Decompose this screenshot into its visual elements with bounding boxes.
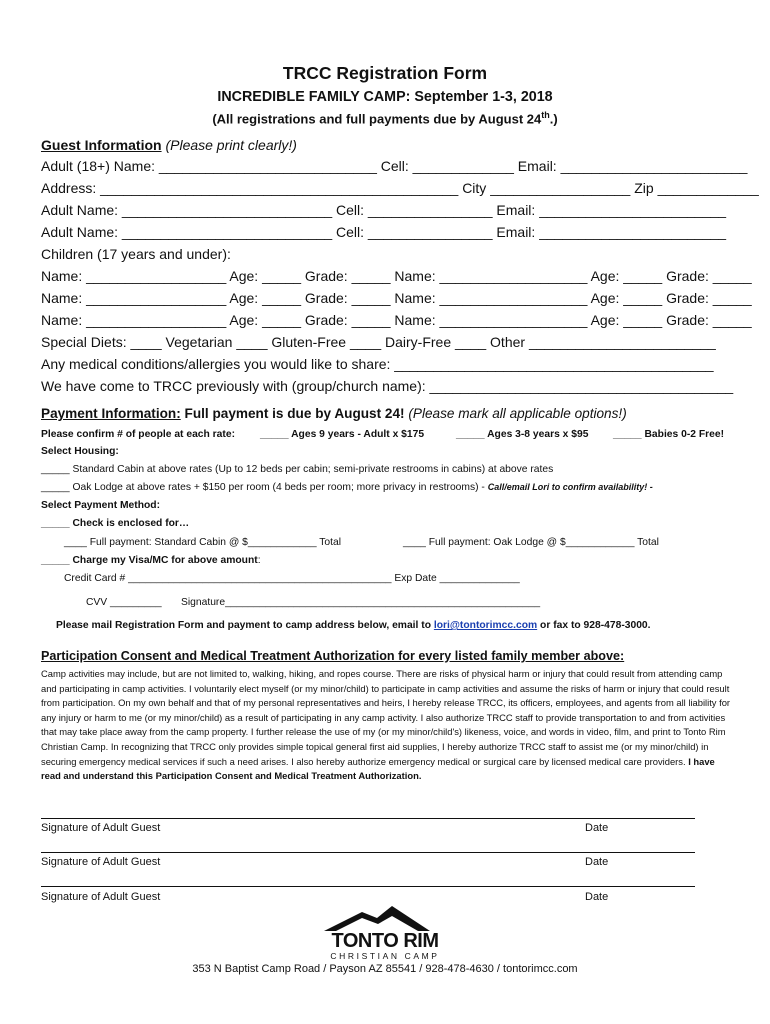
charge-card-option[interactable]: _____ Charge my Visa/MC for above amount: [41, 555, 261, 566]
form-title: TRCC Registration Form [282, 63, 488, 83]
date-label-3: Date [585, 891, 609, 903]
address-row[interactable]: Address: ______________________________________________ City __________________ Zip _____________ [41, 180, 759, 196]
deadline-note: (All registrations and full payments due by August 24th.) [212, 110, 558, 127]
children-label: Children (17 years and under): [41, 246, 231, 262]
rate-adult-field[interactable]: _____ Ages 9 years - Adult x $175 [260, 429, 425, 440]
cvv-field[interactable]: CVV _________ [86, 597, 162, 608]
signature-line-3[interactable] [41, 886, 695, 887]
signature-line-1[interactable] [41, 818, 695, 819]
payment-signature-field[interactable]: Signature_______________________________________________________ [181, 597, 541, 608]
logo-name: TONTO RIM [331, 930, 439, 952]
date-label-2: Date [585, 856, 609, 868]
event-subtitle: INCREDIBLE FAMILY CAMP: September 1-3, 2018 [217, 89, 553, 105]
credit-card-field[interactable]: Credit Card # ______________________________________________ Exp Date ______________ [64, 573, 520, 584]
check-enclosed-option[interactable]: _____ Check is enclosed for… [41, 518, 190, 529]
full-payment-cabin-field[interactable]: ____ Full payment: Standard Cabin @ $____________ Total [64, 537, 342, 548]
signature-line-2[interactable] [41, 852, 695, 853]
guest-info-heading: Guest Information (Please print clearly!) [41, 137, 297, 153]
footer-address: 353 N Baptist Camp Road / Payson AZ 85541 / 928-478-4630 / tontorimcc.com [192, 963, 578, 975]
full-payment-lodge-field[interactable]: ____ Full payment: Oak Lodge @ $____________ Total [403, 537, 659, 548]
email-link[interactable]: lori@tontorimcc.com [433, 620, 538, 631]
signature-label-2: Signature of Adult Guest [41, 856, 161, 868]
adult-row-3[interactable]: Adult Name: ___________________________ Cell: ________________ Email: ________________________ [41, 224, 727, 240]
previous-group-row[interactable]: We have come to TRCC previously with (group/church name): _______________________________________ [41, 378, 734, 394]
rate-child-field[interactable]: _____ Ages 3-8 years x $95 [456, 429, 589, 440]
date-label-1: Date [585, 822, 609, 834]
mountain-logo-icon [322, 904, 432, 932]
payment-method-label: Select Payment Method: [41, 500, 161, 511]
signature-label-3: Signature of Adult Guest [41, 891, 161, 903]
consent-body: Camp activities may include, but are not limited to, walking, hiking, and ropes course. There are risks of physical harm or injury that could result from attending camp and participating in camp activities. I voluntarily elect myself (or my minor/child) to participate in camp activities and assume the risks of harm or injury that could result from participation. On my own behalf and that of my personal representatives and heirs, I hereby release TRCC, its officers, employees, and agents from all liability for any injury or harm to me (or my minor/child) as a result of participating in any camp activity. I also authorize TRCC staff to provide transportation to and from activities that may take place away from the camp property. I further release the use of my (or my minor/child's) likeness, voice, and words in video, film, and print to Tonto Rim Christian Camp. In recognizing that TRCC only provides simple topical general first aid supplies, I hereby authorize TRCC staff to assist me (or my minor/child) in securing emergency medical services if such a need arises. I also hereby authorize emergency medical or surgical care by licensed medical care providers. I have read and understand this Participation Consent and Medical Treatment Authorization. [41, 668, 731, 782]
rate-baby-field[interactable]: _____ Babies 0-2 Free! [613, 429, 725, 440]
child-row-1[interactable]: Name: __________________ Age: _____ Grade: _____ Name: ___________________ Age: _____ Grade: _____ [41, 268, 752, 284]
rate-confirm-label: Please confirm # of people at each rate: [41, 429, 235, 440]
housing-lodge-option[interactable]: _____ Oak Lodge at above rates + $150 per room (4 beds per room; more privacy in restrooms) - Call/email Lori to confirm availability! - [41, 482, 653, 493]
adult-row-2[interactable]: Adult Name: ___________________________ Cell: ________________ Email: ________________________ [41, 202, 727, 218]
consent-heading: Participation Consent and Medical Treatment Authorization for every listed family member above: [41, 649, 625, 663]
signature-label-1: Signature of Adult Guest [41, 822, 161, 834]
adult-primary-row[interactable]: Adult (18+) Name: ____________________________ Cell: _____________ Email: ________________________ [41, 158, 748, 174]
child-row-3[interactable]: Name: __________________ Age: _____ Grade: _____ Name: ___________________ Age: _____ Grade: _____ [41, 312, 752, 328]
housing-label: Select Housing: [41, 446, 119, 457]
housing-cabin-option[interactable]: _____ Standard Cabin at above rates (Up to 12 beds per cabin; semi-private restrooms in cabins) at above rates [41, 464, 554, 475]
special-diets-row[interactable]: Special Diets: ____ Vegetarian ____ Gluten-Free ____ Dairy-Free ____ Other ________________________ [41, 334, 716, 350]
child-row-2[interactable]: Name: __________________ Age: _____ Grade: _____ Name: ___________________ Age: _____ Grade: _____ [41, 290, 752, 306]
logo-subtitle: CHRISTIAN CAMP [330, 951, 440, 961]
payment-info-heading: Payment Information: Full payment is due by August 24! (Please mark all applicable options!) [41, 406, 627, 421]
medical-conditions-row[interactable]: Any medical conditions/allergies you would like to share: _________________________________________ [41, 356, 714, 372]
mail-instructions: Please mail Registration Form and payment to camp address below, email to lori@tontorimcc.com or fax to 928-478-3000. [56, 620, 651, 631]
